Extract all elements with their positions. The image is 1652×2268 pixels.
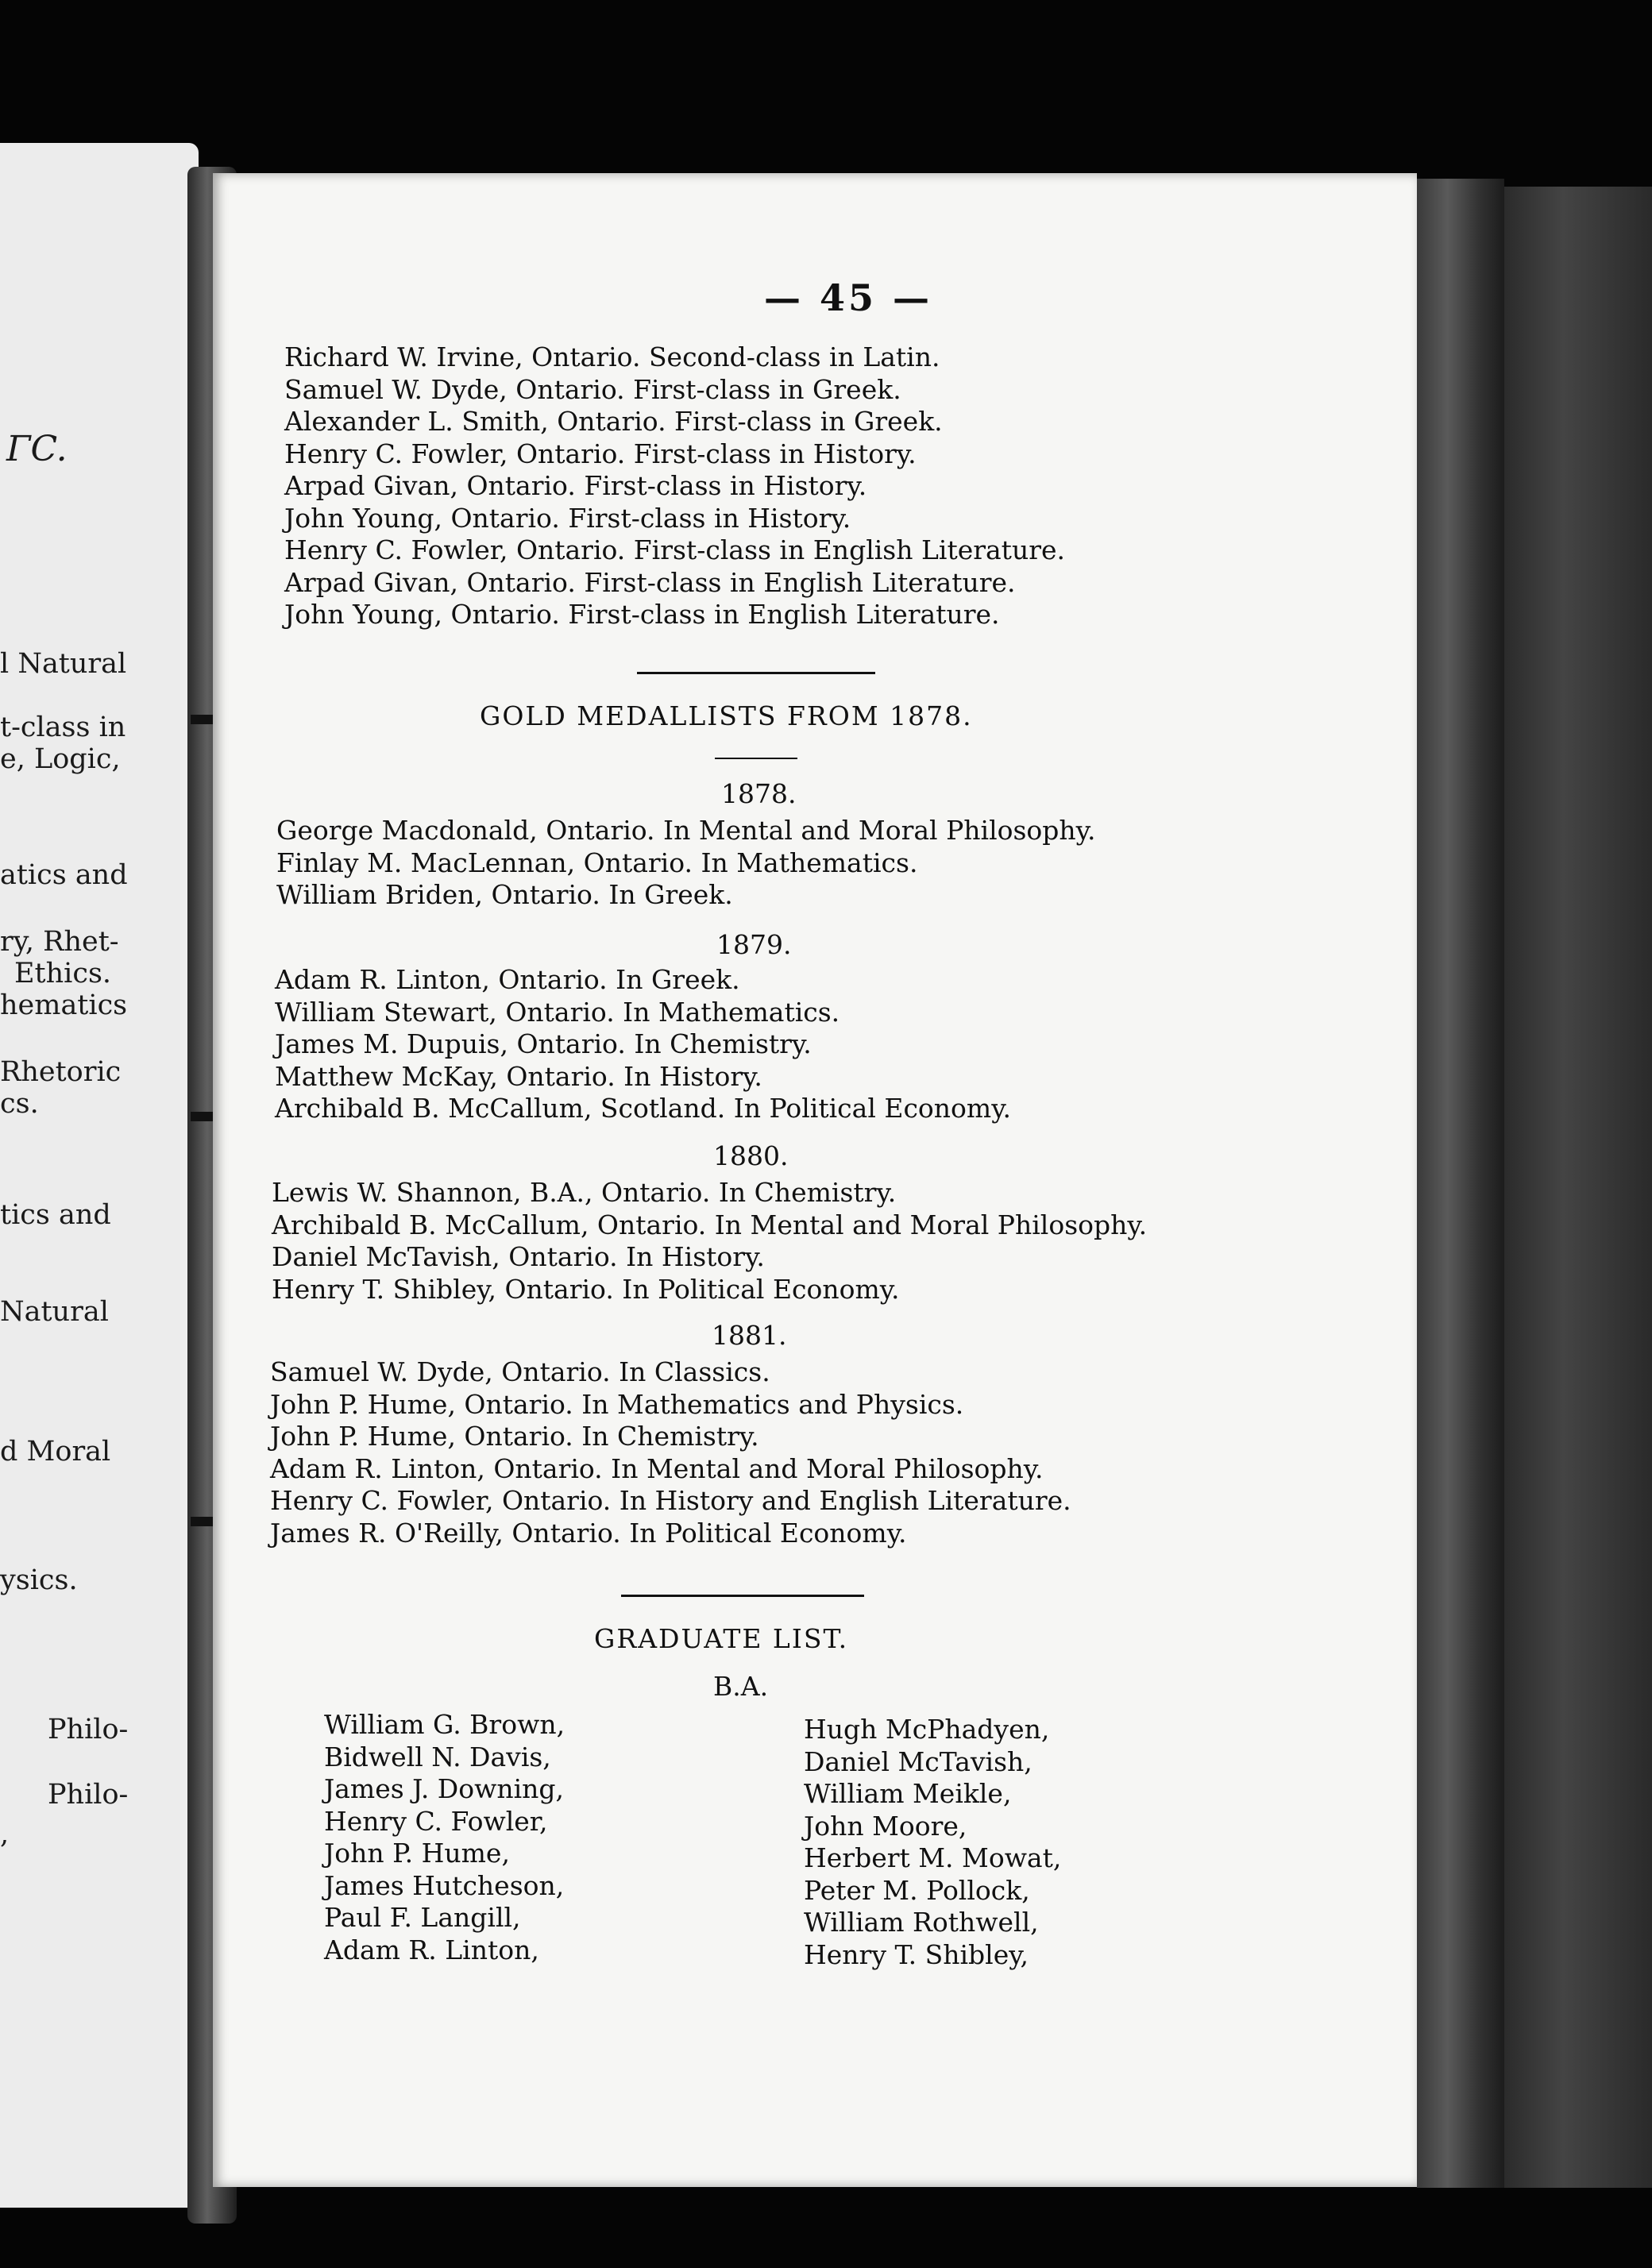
list-item: William Stewart, Ontario. In Mathematics. (275, 996, 840, 1028)
left-fragment-line: Natural (0, 1296, 109, 1328)
first-class-list (284, 341, 1065, 631)
medallist-list-1878 (276, 815, 1095, 912)
left-fragment-line: Philo- (48, 1714, 129, 1745)
list-item: John Young, Ontario. First-class in History. (284, 502, 851, 534)
list-item: James R. O'Reilly, Ontario. In Political Economy. (270, 1517, 907, 1549)
book-cover-edge (1504, 187, 1652, 2188)
left-fragment-line: l Natural (0, 648, 127, 680)
list-item: Arpad Givan, Ontario. First-class in History. (284, 470, 867, 501)
list-item: George Macdonald, Ontario. In Mental and Moral Philosophy. (276, 815, 1096, 846)
year-label: 1878. (721, 778, 797, 809)
gold-medallists-heading: GOLD MEDALLISTS FROM 1878. (480, 700, 973, 731)
page-stack-edge (1417, 179, 1504, 2188)
medallist-list-1881 (270, 1356, 1071, 1549)
list-item: Herbert M. Mowat, (804, 1842, 1062, 1873)
year-label: 1879. (716, 929, 792, 960)
list-item: Paul F. Langill, (324, 1902, 521, 1933)
left-fragment-line: ysics. (0, 1564, 78, 1596)
list-item: John P. Hume, Ontario. In Mathematics and Physics. (270, 1388, 964, 1420)
list-item: Daniel McTavish, Ontario. In History. (272, 1241, 765, 1272)
list-item: James Hutcheson, (324, 1869, 565, 1901)
list-item: John P. Hume, Ontario. In Chemistry. (270, 1421, 759, 1452)
list-item: Henry T. Shibley, Ontario. In Political Economy. (272, 1273, 900, 1305)
left-fragment-line: tics and (0, 1199, 111, 1231)
section-divider (637, 672, 875, 674)
list-item: Arpad Givan, Ontario. First-class in English Literature. (284, 566, 1016, 598)
left-fragment-line: atics and (0, 859, 128, 891)
graduate-column-right (804, 1714, 1061, 1971)
left-fragment-line: cs. (0, 1088, 39, 1120)
list-item: Henry T. Shibley, (804, 1938, 1029, 1970)
list-item: John P. Hume, (324, 1838, 510, 1869)
left-fragment-line: , (0, 1819, 10, 1850)
binding-stitch (191, 1517, 214, 1526)
year-label: 1880. (713, 1140, 789, 1171)
list-item: Hugh McPhadyen, (804, 1714, 1050, 1745)
degree-label: B.A. (713, 1671, 769, 1702)
list-item: Samuel W. Dyde, Ontario. In Classics. (270, 1356, 770, 1387)
page-number: — 45 — (763, 276, 933, 319)
list-item: Adam R. Linton, (324, 1934, 539, 1965)
heading-underline (715, 758, 797, 759)
binding-stitch (191, 715, 214, 724)
list-item: William Rothwell, (804, 1907, 1039, 1938)
list-item: James J. Downing, (324, 1773, 565, 1804)
list-item: Bidwell N. Davis, (324, 1741, 551, 1772)
list-item: Adam R. Linton, Ontario. In Mental and Moral Philosophy. (270, 1452, 1044, 1484)
list-item: Archibald B. McCallum, Scotland. In Political Economy. (275, 1093, 1011, 1124)
binding-stitch (191, 1112, 214, 1121)
left-fragment-heading: ΓC. (6, 429, 68, 469)
medallist-list-1880 (272, 1177, 1147, 1306)
graduate-column-left (324, 1709, 565, 1966)
left-fragment-line: t-class in (0, 712, 126, 743)
list-item: Daniel McTavish, (804, 1745, 1032, 1777)
left-fragment-line: hematics (0, 989, 128, 1021)
list-item: Adam R. Linton, Ontario. In Greek. (275, 964, 740, 995)
left-fragment-line: d Moral (0, 1436, 111, 1468)
list-item: James M. Dupuis, Ontario. In Chemistry. (275, 1028, 812, 1059)
left-fragment-line: ry, Rhet- (0, 926, 119, 958)
list-item: Lewis W. Shannon, B.A., Ontario. In Chemistry. (272, 1177, 897, 1208)
list-item: Henry C. Fowler, (324, 1805, 548, 1837)
left-fragment-line: e, Logic, (0, 743, 121, 775)
list-item: Peter M. Pollock, (804, 1874, 1030, 1906)
section-divider (621, 1595, 864, 1597)
list-item: Finlay M. MacLennan, Ontario. In Mathematics. (276, 847, 918, 878)
list-item: Matthew McKay, Ontario. In History. (275, 1060, 762, 1092)
list-item: John Moore, (804, 1810, 967, 1842)
year-label: 1881. (712, 1320, 787, 1351)
list-item: William Meikle, (804, 1778, 1012, 1809)
left-fragment-line: Ethics. (14, 958, 112, 989)
list-item: Henry C. Fowler, Ontario. First-class in English Literature. (284, 534, 1065, 565)
list-item: William G. Brown, (324, 1709, 565, 1740)
graduate-list-heading: GRADUATE LIST. (594, 1623, 849, 1654)
left-fragment-line: Philo- (48, 1779, 129, 1811)
list-item: Richard W. Irvine, Ontario. Second-class in Latin. (284, 341, 940, 372)
document-page (213, 173, 1417, 2187)
list-item: Henry C. Fowler, Ontario. First-class in History. (284, 438, 917, 469)
previous-page-fragment (0, 143, 199, 2208)
list-item: Alexander L. Smith, Ontario. First-class in Greek. (284, 406, 943, 437)
list-item: Samuel W. Dyde, Ontario. First-class in Greek. (284, 373, 901, 405)
left-fragment-line: Rhetoric (0, 1056, 122, 1088)
list-item: Henry C. Fowler, Ontario. In History and English Literature. (270, 1485, 1071, 1516)
list-item: William Briden, Ontario. In Greek. (276, 879, 733, 910)
list-item: John Young, Ontario. First-class in English Literature. (284, 599, 1000, 630)
medallist-list-1879 (275, 964, 1011, 1125)
list-item: Archibald B. McCallum, Ontario. In Mental and Moral Philosophy. (272, 1209, 1148, 1240)
